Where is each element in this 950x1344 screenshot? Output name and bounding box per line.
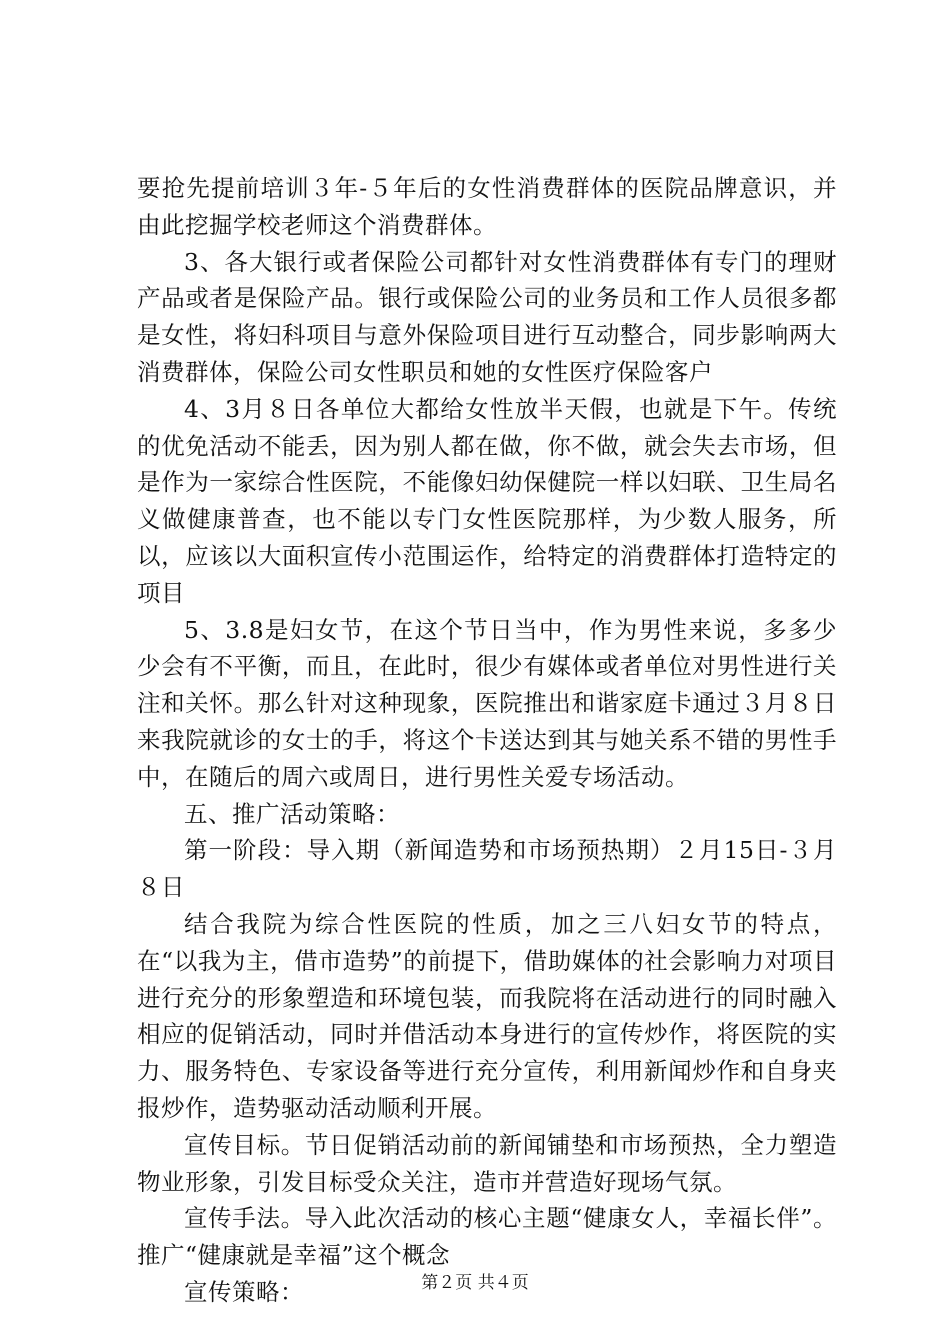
paragraph-item-3: 3、各大银行或者保险公司都针对女性消费群体有专门的理财产品或者是保险产品。银行或保险公司的业务员和工作人员很多都是女性，将妇科项目与意外保险项目进行互动整合，同步影响两大消费群体，保险公司女性职员和她的女性医疗保险客户 [137,247,837,386]
document-body [137,170,837,1311]
phase-one-heading: 第一阶段：导入期（新闻造势和市场预热期）２月15日-３月８日 [137,836,837,902]
paragraph-item-5: 5、3.8是妇女节，在这个节日当中，作为男性来说，多多少少会有不平衡，而且，在此时，很少有媒体或者单位对男性进行关注和关怀。那么针对这种现象，医院推出和谐家庭卡通过３月８日来我院就诊的女士的手，将这个卡送达到其与她关系不错的男性手中，在随后的周六或周日，进行男性关爱专场活动。 [137,615,837,791]
paragraph-publicity-strategy: 宣传策略： [184,1277,304,1306]
paragraph-phase-one-description: 结合我院为综合性医院的性质，加之三八妇女节的特点，在“以我为主，借市造势”的前提下，借助媒体的社会影响力对项目进行充分的形象塑造和环境包装，而我院将在活动进行的同时融入相应的促销活动，同时并借活动本身进行的宣传炒作，将医院的实力、服务特色、专家设备等进行充分宣传，利用新闻炒作和自身夹报炒作，造势驱动活动顺利开展。 [137,909,837,1122]
paragraph-publicity-goal: 宣传目标。节日促销活动前的新闻铺垫和市场预热，全力塑造物业形象，引发目标受众关注，造市并营造好现场气氛。 [137,1130,837,1196]
paragraph-item-4: 4、3月８日各单位大都给女性放半天假，也就是下午。传统的优免活动不能丢，因为别人都在做，你不做，就会失去市场，但是作为一家综合性医院，不能像妇幼保健院一样以妇联、卫生局名义做健康普查，也不能以专门女性医院那样，为少数人服务，所以，应该以大面积宣传小范围运作，给特定的消费群体打造特定的项目 [137,394,837,607]
section-heading-promotion-strategy: 五、推广活动策略： [184,799,400,828]
paragraph-publicity-method: 宣传手法。导入此次活动的核心主题“健康女人，幸福长伴”。推广“健康就是幸福”这个概念 [137,1204,837,1270]
page-footer: 第２页 共４页 [421,1273,529,1293]
paragraph-continuation: 要抢先提前培训３年-５年后的女性消费群体的医院品牌意识，并由此挖掘学校老师这个消费群体。 [137,174,837,239]
